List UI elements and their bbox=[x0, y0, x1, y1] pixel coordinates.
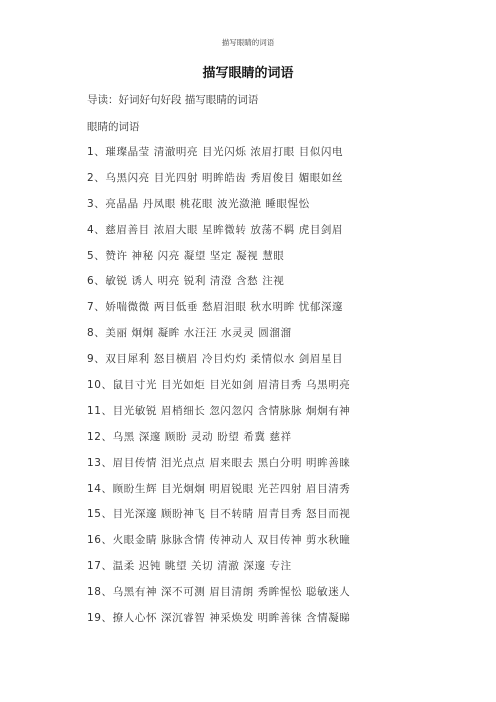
list-item: 14、顾盼生辉 目光炯炯 明眉锐眼 光芒四射 眉目清秀 bbox=[87, 482, 351, 495]
list-item: 2、乌黑闪亮 目光四射 明眸皓齿 秀眉俊目 媚眼如丝 bbox=[87, 171, 344, 184]
list-item: 1、璀璨晶莹 清澈明亮 目光闪烁 浓眉打眼 目似闪电 bbox=[87, 146, 344, 158]
list-item: 7、娇喘微微 两目低垂 愁眉泪眼 秋水明眸 忧郁深邃 bbox=[87, 301, 344, 314]
list-item: 9、双目犀利 怒目横眉 冷目灼灼 柔情似水 剑眉星目 bbox=[87, 353, 344, 366]
section-heading: 眼睛的词语 bbox=[87, 121, 140, 133]
intro-text: 导读：好词好句好段 描写眼睛的词语 bbox=[87, 94, 259, 106]
page-title: 描写眼睛的词语 bbox=[202, 66, 294, 81]
list-item: 19、撩人心怀 深沉睿智 神采焕发 明眸善徕 含情凝睇 bbox=[87, 612, 351, 625]
list-item: 11、目光敏锐 眉梢细长 忽闪忽闪 含情脉脉 炯炯有神 bbox=[87, 404, 351, 417]
list-item: 4、慈眉善目 浓眉大眼 星眸微转 放荡不羁 虎目剑眉 bbox=[87, 223, 344, 236]
list-item: 5、赞许 神秘 闪亮 凝望 坚定 凝视 慧眼 bbox=[87, 249, 285, 262]
list-item: 3、亮晶晶 丹凤眼 桃花眼 波光潋滟 睡眼惺忪 bbox=[87, 197, 310, 210]
list-item: 17、温柔 迟钝 眺望 关切 清澈 深邃 专注 bbox=[87, 560, 292, 573]
running-header: 描写眼睛的词语 bbox=[221, 38, 275, 47]
list-item: 6、敏锐 诱人 明亮 锐利 清澄 含愁 注视 bbox=[87, 275, 285, 288]
list-item: 18、乌黑有神 深不可测 眉目清朗 秀眸惺忪 聪敏迷人 bbox=[87, 586, 351, 599]
list-item: 16、火眼金睛 脉脉含情 传神动人 双目传神 剪水秋瞳 bbox=[87, 534, 351, 547]
word-list bbox=[87, 145, 350, 637]
list-item: 13、眉目传情 泪光点点 眉来眼去 黑白分明 明眸善睐 bbox=[87, 456, 351, 469]
list-item: 12、乌黑 深邃 顾盼 灵动 盼望 希冀 慈祥 bbox=[87, 430, 292, 443]
list-item: 8、美丽 炯炯 凝眸 水汪汪 水灵灵 圆溜溜 bbox=[87, 327, 292, 340]
list-item: 15、目光深邃 顾盼神飞 目不转睛 眉青目秀 怒目而视 bbox=[87, 508, 351, 521]
list-item: 10、鼠目寸光 目光如炬 目光如剑 眉清目秀 乌黑明亮 bbox=[87, 379, 351, 392]
